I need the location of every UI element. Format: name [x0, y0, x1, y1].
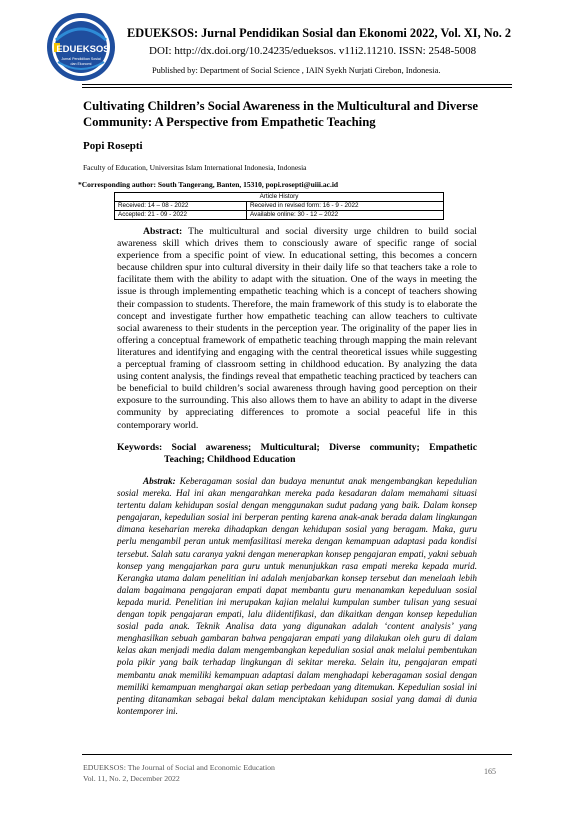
footer-divider — [82, 754, 512, 755]
svg-text:Jurnal Pendidikan Sosial: Jurnal Pendidikan Sosial — [61, 57, 101, 61]
header-divider — [82, 84, 512, 85]
publisher-line: Published by: Department of Social Science , IAIN Syekh Nurjati Cirebon, Indonesia. — [152, 66, 441, 75]
abstract-label: Abstract: — [143, 226, 183, 237]
footer-volume: Vol. 11, No. 2, December 2022 — [83, 774, 180, 783]
abstract-english — [117, 226, 477, 432]
svg-text:dan Ekonomi: dan Ekonomi — [70, 62, 92, 66]
article-title: Cultivating Children’s Social Awareness in the Multicultural and Diverse Community: A Perspective from Empathetic Teaching — [83, 99, 478, 129]
header-divider-second — [82, 87, 512, 88]
history-caption: Article History — [115, 193, 444, 202]
svg-text:EDUEKSOS: EDUEKSOS — [56, 44, 110, 55]
keywords — [117, 442, 477, 466]
page-number: 165 — [484, 767, 496, 776]
article-history-table — [114, 192, 444, 220]
corresponding-address[interactable]: South Tangerang, Banten, 15310, popi.rosepti@uiii.ac.id — [156, 180, 339, 189]
journal-title: EDUEKSOS: Jurnal Pendidikan Sosial dan Ekonomi 2022, Vol. XI, No. 2 — [127, 26, 512, 40]
abstrak-text: Keberagaman sosial dan budaya menuntut anak mengembangkan kepedulian sosial mereka. Hal ini akan mengarahkan mereka pada kesadaran dalam memahami situasi tertentu dalam kehidupan sosial dengan menggunakan sudut padang yang baik. Dalam konsep pengajaran, kepedulian sosial ini berperan penting karena anak-anak berada dalam lingkungan dimana keseharian mereka dihadapkan dengan kehidupan sosial yang beragam. Maka, guru perlu mengambil peran untuk memfasilitasi mereka dengan kemampuan adaptasi pada kondisi tersebut. Salah satu caranya yakni dengan menerapkan konsep pengajaran empati, yakni sebuah konsep yang mengajarkan para guru untuk menunjukkan rasa empati mereka kepada murid. Kerangka utama dalam penelitian ini adalah menjabarkan konsep tersebut dan menelaah lebih dalam bagaimana pengajaran empati dapat membantu guru menanamkan kepeduluan sosial kepada murid. Penelitian ini merupakan kajian melalui kumpulan sumber tulisan yang sesuai dengan topik pengajaran empati, lalu diidentifikasi, dan dikaitkan dengan konsep kepedulian sosial pada anak. Teknik Analisa data yang digunakan adalah ‘content analysis’ yang menghasilkan sebuah gambaran bahwa pengajaran empati yang dilakukan oleh guru di dalam kelas akan menjadi media dalam mengembangkan kepedulian sosial anak melalui pembentukan pola pikir yang baik terhadap lingkungan di sekitar mereka. Selain itu, pengajaran empati membantu anak memiliki kemampuan adaptasi dalam menghadapi keberagaman sosial dengan memiliki kemampuan menghargai akan setiap perbedaan yang ditemukan. Kepedulian sosial ini penting ditanamkan sebagai bekal dalam menciptakan kehidupan sosial yang damai di dunia kontemporer ini. — [117, 476, 477, 716]
doi-line[interactable]: DOI: http://dx.doi.org/10.24235/edueksos. v11i2.11210. ISSN: 2548-5008 — [149, 45, 477, 57]
keywords-line-2: Teaching; Childhood Education — [164, 454, 296, 466]
keywords-line-1: Social awareness; Multicultural; Diverse community; Empathetic — [162, 442, 477, 453]
corresponding-author — [78, 180, 338, 189]
accepted-date: Accepted: 21 - 09 - 2022 — [115, 211, 247, 220]
journal-logo — [44, 10, 118, 84]
keywords-label: Keywords: — [117, 442, 163, 453]
online-date: Available online: 30 - 12 – 2022 — [246, 211, 443, 220]
received-date: Received: 14 – 08 - 2022 — [115, 202, 247, 211]
abstract-indonesian — [117, 475, 477, 717]
footer-journal: EDUEKSOS: The Journal of Social and Economic Education — [83, 763, 275, 772]
corresponding-label: *Corresponding author: — [78, 180, 156, 189]
abstrak-label: Abstrak: — [143, 476, 176, 486]
author-affiliation: Faculty of Education, Universitas Islam International Indonesia, Indonesia — [83, 163, 307, 172]
author-name: Popi Rosepti — [83, 140, 143, 152]
revised-date: Received in revised form: 16 - 9 - 2022 — [246, 202, 443, 211]
abstract-text: The multicultural and social diversity urge children to build social awareness skill which drives them to consciously aware of specific range of social experience from a specific point of view. In educational setting, this becomes a concern because children spur into cultural diversity in their daily life so that teachers take a role to facilitate them with the ability to adapt with the situation. One of the ways in meeting the issue is through implementing empathetic teaching which is a concept of teachers showing their compassion to students. Therefore, the main framework of this study is to elaborate the concept and investigate further how empathetic teaching can allow teachers to cultivate social awareness to their students in the perception year. The originality of the paper lies in offering a conceptual framework of empathetic teaching through mapping the main relevant literatures and identifying and engaging with the central theoretical issues while suggesting a perceptual framing of classroom setting in childhood education. By analyzing the data using content analysis, the findings reveal that empathetic teaching practiced by teachers can be beneficial to build children’s social awareness through having good perception on their exposure to the surrounding. This also allows them to have an ability to adapt in the diverse community by appreciating differences to promote a social peaceful life in this contemporary world. — [117, 226, 477, 431]
